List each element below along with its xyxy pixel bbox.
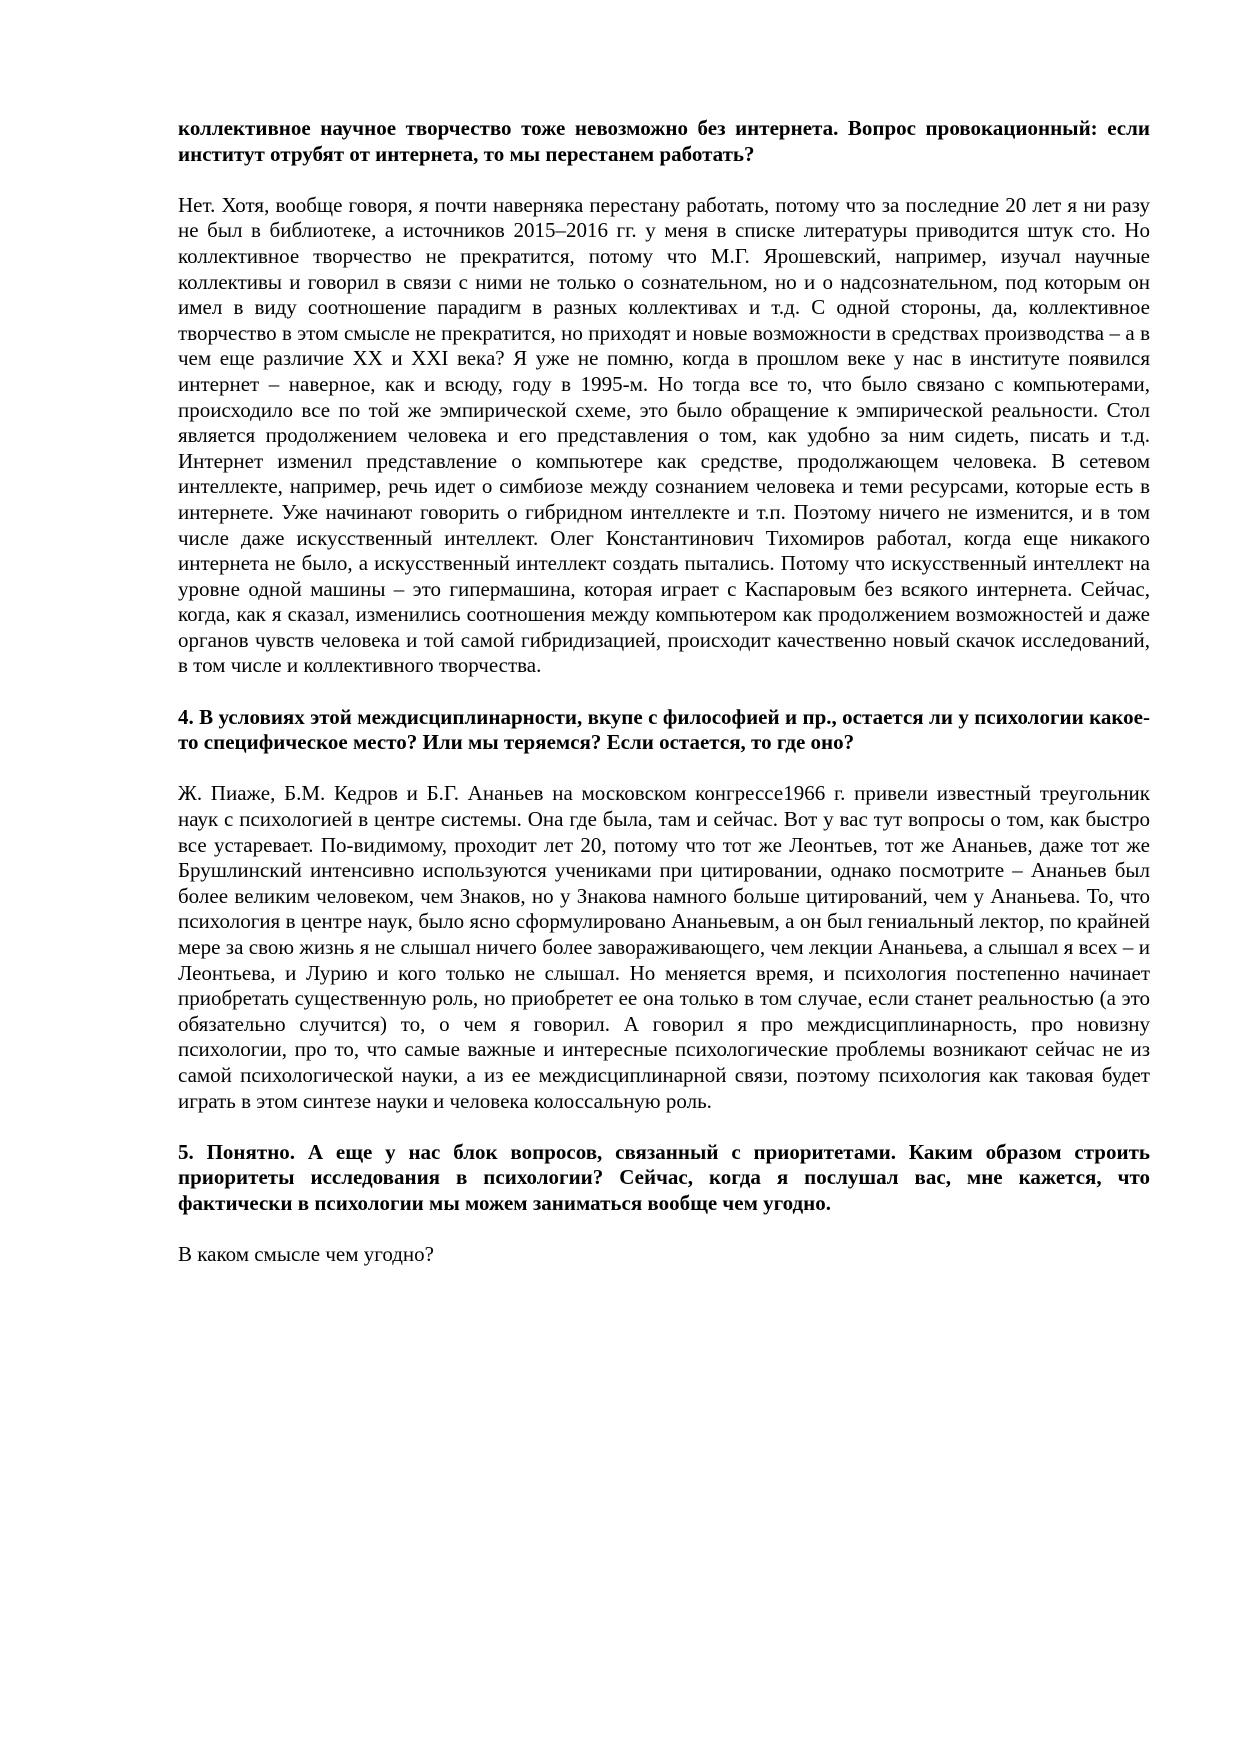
interview-answer: В каком смысле чем угодно? <box>178 1242 434 1267</box>
interview-question: коллективное научное творчество тоже невозможно без интернета. Вопрос провокационный: если институт отрубят от интернета, то мы перестанем работать? <box>178 116 1150 166</box>
document-page <box>178 116 1150 1293</box>
interview-question-4: 4. В условиях этой междисциплинарности, вкупе с философией и пр., остается ли у психологии какое-то специфическое место? Или мы теряемся? Если остается, то где оно? <box>178 704 1150 755</box>
interview-answer: Нет. Хотя, вообще говоря, я почти наверняка перестану работать, потому что за последние 20 лет я ни разу не был в библиотеке, а источников 2015–2016 гг. у меня в списке литературы приводится штук сто. Но коллективное творчество не прекратится, потому что М.Г. Ярошевский, например, изучал научные коллективы и говорил в связи с ними не только о сознательном, но и о надсознательном, под которым он имел в виду соотношение парадигм в разных коллективах и т.д. С одной стороны, да, коллективное творчество в этом смысле не прекратится, но приходят и новые возможности в средствах производства – а в чем еще различие XX и XXI века? Я уже не помню, когда в прошлом веке у нас в институте появился интернет – наверное, как и всюду, году в 1995-м. Но тогда все то, что было связано с компьютерами, происходило все по той же эмпирической схеме, это было обращение к эмпирической реальности. Стол является продолжением человека и его представления о том, как удобно за ним сидеть, писать и т.д. Интернет изменил представление о компьютере как средстве, продолжающем человека. В сетевом интеллекте, например, речь идет о симбиозе между сознанием человека и теми ресурсами, которые есть в интернете. Уже начинают говорить о гибридном интеллекте и т.п. Поэтому ничего не изменится, и в том числе даже искусственный интеллект. Олег Константинович Тихомиров работал, когда еще никакого интернета не было, а искусственный интеллект создать пытались. Потому что искусственный интеллект на уровне одной машины – это гипермашина, которая играет с Каспаровым без всякого интернета. Сейчас, когда, как я сказал, изменились соотношения между компьютером как продолжением возможностей и даже органов чувств человека и той самой гибридизацией, происходит качественно новый скачок исследований, в том числе и коллективного творчества. <box>178 192 1150 678</box>
interview-question-5: 5. Понятно. А еще у нас блок вопросов, связанный с приоритетами. Каким образом строить приоритеты исследования в психологии? Сейчас, когда я послушал вас, мне кажется, что фактически в психологии мы можем заниматься вообще чем угодно. <box>178 1139 1150 1215</box>
interview-answer: Ж. Пиаже, Б.М. Кедров и Б.Г. Ананьев на московском конгрессе1966 г. привели известный треугольник наук с психологией в центре системы. Она где была, там и сейчас. Вот у вас тут вопросы о том, как быстро все устаревает. По-видимому, проходит лет 20, потому что тот же Леонтьев, тот же Ананьев, даже тот же Брушлинский интенсивно используются учениками при цитировании, однако посмотрите – Ананьев был более великим человеком, чем Знаков, но у Знакова намного больше цитирований, чем у Ананьева. То, что психология в центре наук, было ясно сформулировано Ананьевым, а он был гениальный лектор, по крайней мере за свою жизнь я не слышал ничего более завораживающего, чем лекции Ананьева, а слышал я всех – и Леонтьева, и Лурию и кого только не слышал. Но меняется время, и психология постепенно начинает приобретать существенную роль, но приобретет ее она только в том случае, если станет реальностью (а это обязательно случится) то, о чем я говорил. А говорил я про междисциплинарность, про новизну психологии, про то, что самые важные и интересные психологические проблемы возникают сейчас не из самой психологической науки, а из ее междисциплинарной связи, поэтому психология как таковая будет играть в этом синтезе науки и человека колоссальную роль. <box>178 781 1150 1113</box>
